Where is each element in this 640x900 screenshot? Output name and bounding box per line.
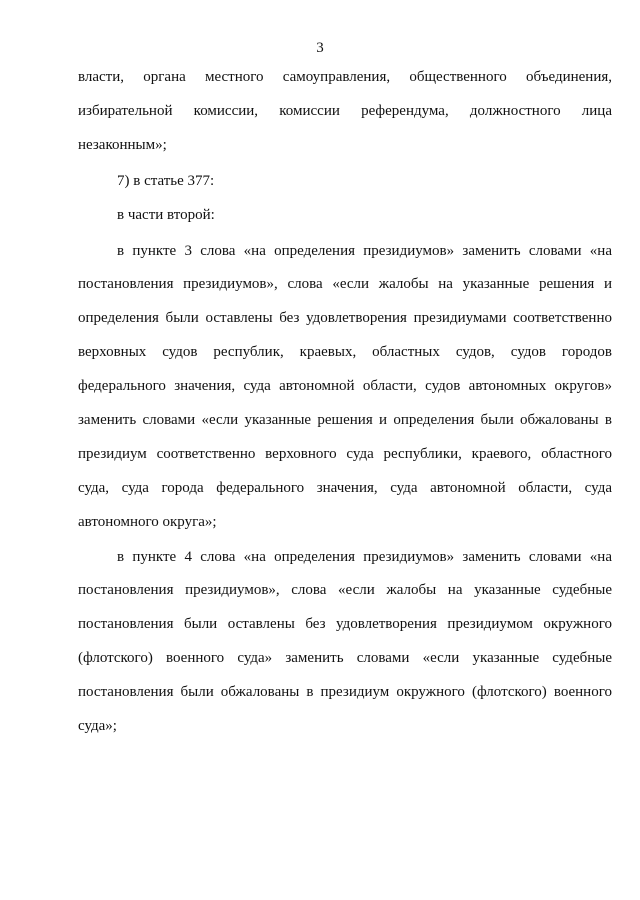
text-line: федерального значения, суда автономной области, судов автономных округов» (78, 378, 612, 394)
text-line: автономного округа»; (78, 514, 217, 530)
text-line: постановления были оставлены без удовлетворения президиумом окружного (78, 616, 612, 632)
page-number: 3 (316, 40, 324, 56)
text-line: в пункте 4 слова «на определения президиумов» заменить словами «на (117, 549, 612, 565)
text-line: заменить словами «если указанные решения и определения были обжалованы в (78, 412, 612, 428)
text-line: в пункте 3 слова «на определения президиумов» заменить словами «на (117, 243, 612, 259)
text-line: определения были оставлены без удовлетворения президиумами соответственно (78, 310, 612, 326)
text-line: суда, суда города федерального значения, суда автономной области, суда (78, 480, 612, 496)
text-line: (флотского) военного суда» заменить словами «если указанные судебные (78, 650, 612, 666)
text-line: суда»; (78, 718, 117, 734)
text-line: власти, органа местного самоуправления, общественного объединения, (78, 69, 612, 85)
text-line: верховных судов республик, краевых, областных судов, судов городов (78, 344, 612, 360)
text-line: президиум соответственно верховного суда республики, краевого, областного (78, 446, 612, 462)
text-line: постановления президиумов», слова «если жалобы на указанные решения и (78, 276, 612, 292)
text-line: постановления были обжалованы в президиум окружного (флотского) военного (78, 684, 612, 700)
text-line: незаконным»; (78, 137, 167, 153)
text-line: избирательной комиссии, комиссии референдума, должностного лица (78, 103, 612, 119)
text-line: постановления президиумов», слова «если жалобы на указанные судебные (78, 582, 612, 598)
subsection-heading: в части второй: (117, 207, 215, 223)
list-item-heading: 7) в статье 377: (117, 173, 215, 189)
